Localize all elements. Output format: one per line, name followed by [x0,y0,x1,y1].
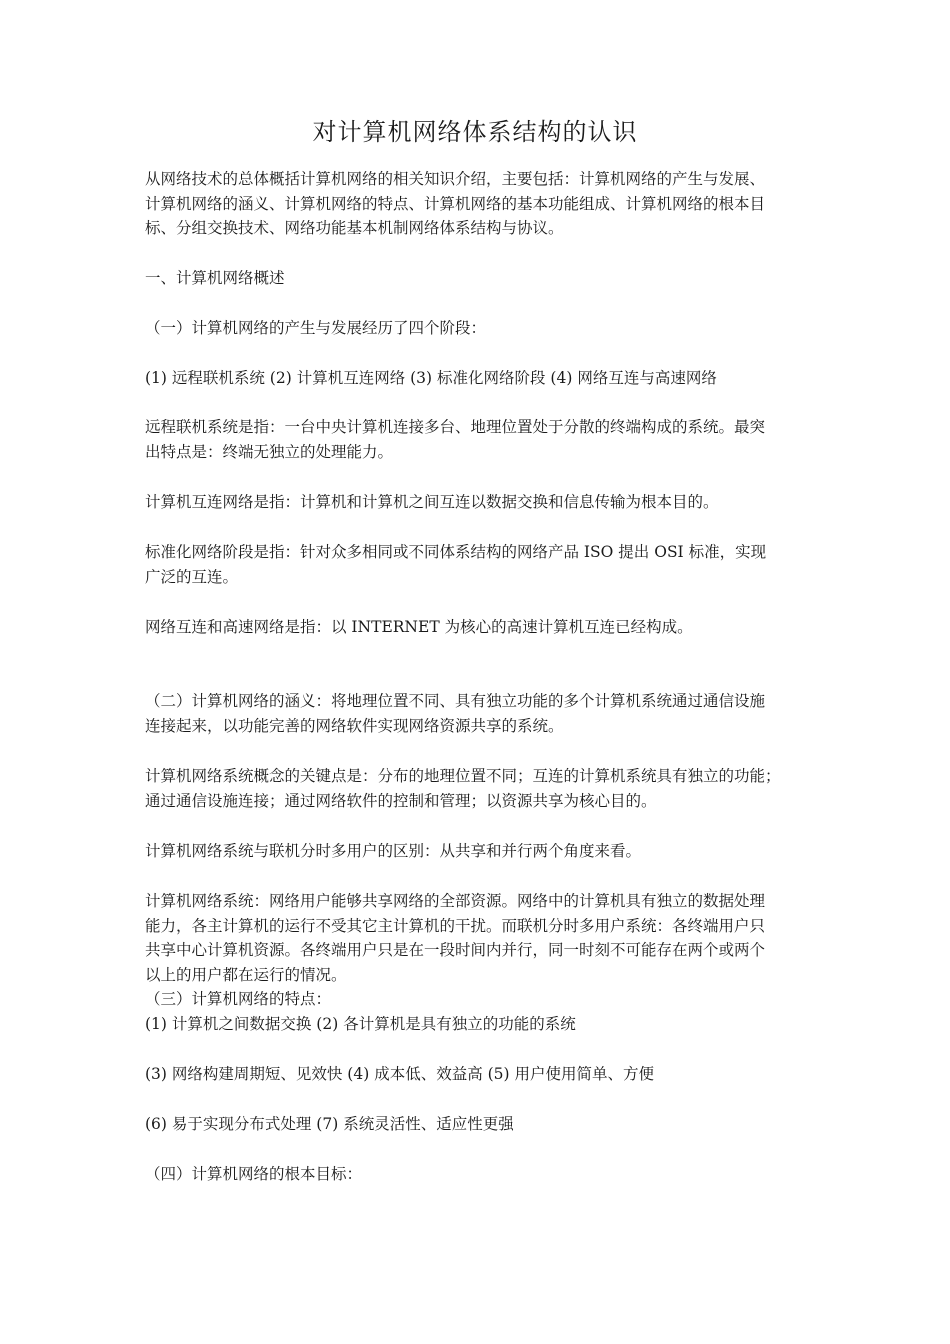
features-line-1: (1) 计算机之间数据交换 (2) 各计算机是具有独立的功能的系统 [145,1015,576,1033]
intro-line-3: 标、分组交换技术、网络功能基本机制网络体系结构与协议。 [145,219,564,237]
sub2-line-1: （二）计算机网络的涵义：将地理位置不同、具有独立功能的多个计算机系统通过通信设施 [145,692,766,710]
keypoints-paragraph [145,764,815,813]
document-title: 对计算机网络体系结构的认识 [312,118,638,146]
network-system-line-1: 计算机网络系统：网络用户能够共享网络的全部资源。网络中的计算机具有独立的数据处理 [145,892,766,910]
network-system-paragraph [145,889,815,987]
interconnect-paragraph: 计算机互连网络是指：计算机和计算机之间互连以数据交换和信息传输为根本目的。 [145,493,719,511]
standardization-paragraph [145,540,815,589]
intro-paragraph [145,167,815,241]
features-line-3: (6) 易于实现分布式处理 (7) 系统灵活性、适应性更强 [145,1115,514,1133]
sub3-heading: （三）计算机网络的特点： [145,990,332,1008]
standard-line-1: 标准化网络阶段是指：针对众多相同或不同体系结构的网络产品 ISO 提出 OSI 标准，实现 [145,543,767,561]
network-system-line-2: 能力，各主计算机的运行不受其它主计算机的干扰。而联机分时多用户系统：各终端用户只 [145,916,766,935]
keypoints-line-2: 通过通信设施连接；通过网络软件的控制和管理；以资源共享为核心目的。 [145,791,657,810]
sub4-heading: （四）计算机网络的根本目标： [145,1165,363,1183]
difference-paragraph: 计算机网络系统与联机分时多用户的区别：从共享和并行两个角度来看。 [145,842,642,860]
sub1-heading: （一）计算机网络的产生与发展经历了四个阶段： [145,319,487,337]
section1-heading: 一、计算机网络概述 [145,269,285,287]
network-system-line-4: 以上的用户都在运行的情况。 [145,965,347,984]
sub2-line-2: 连接起来，以功能完善的网络软件实现网络资源共享的系统。 [145,716,564,735]
standard-line-2: 广泛的互连。 [145,567,239,586]
network-system-line-3: 共享中心计算机资源。各终端用户只是在一段时间内并行，同一时刻不可能存在两个或两个 [145,941,766,959]
keypoints-line-1: 计算机网络系统概念的关键点是：分布的地理位置不同；互连的计算机系统具有独立的功能； [145,767,781,785]
sub2-paragraph [145,689,815,738]
intro-line-2: 计算机网络的涵义、计算机网络的特点、计算机网络的基本功能组成、计算机网络的根本目 [145,194,766,213]
remote-line-2: 出特点是：终端无独立的处理能力。 [145,442,394,461]
features-line-2: (3) 网络构建周期短、见效快 (4) 成本低、效益高 (5) 用户使用简单、方便 [145,1065,655,1083]
stages-line: (1) 远程联机系统 (2) 计算机互连网络 (3) 标准化网络阶段 (4) 网络互连与高速网络 [145,369,717,387]
intro-line-1: 从网络技术的总体概括计算机网络的相关知识介绍，主要包括：计算机网络的产生与发展、 [145,170,766,188]
highspeed-paragraph: 网络互连和高速网络是指：以 INTERNET 为核心的高速计算机互连已经构成。 [145,618,693,636]
remote-line-1: 远程联机系统是指：一台中央计算机连接多台、地理位置处于分散的终端构成的系统。最突 [145,418,766,436]
remote-system-paragraph [145,415,815,464]
